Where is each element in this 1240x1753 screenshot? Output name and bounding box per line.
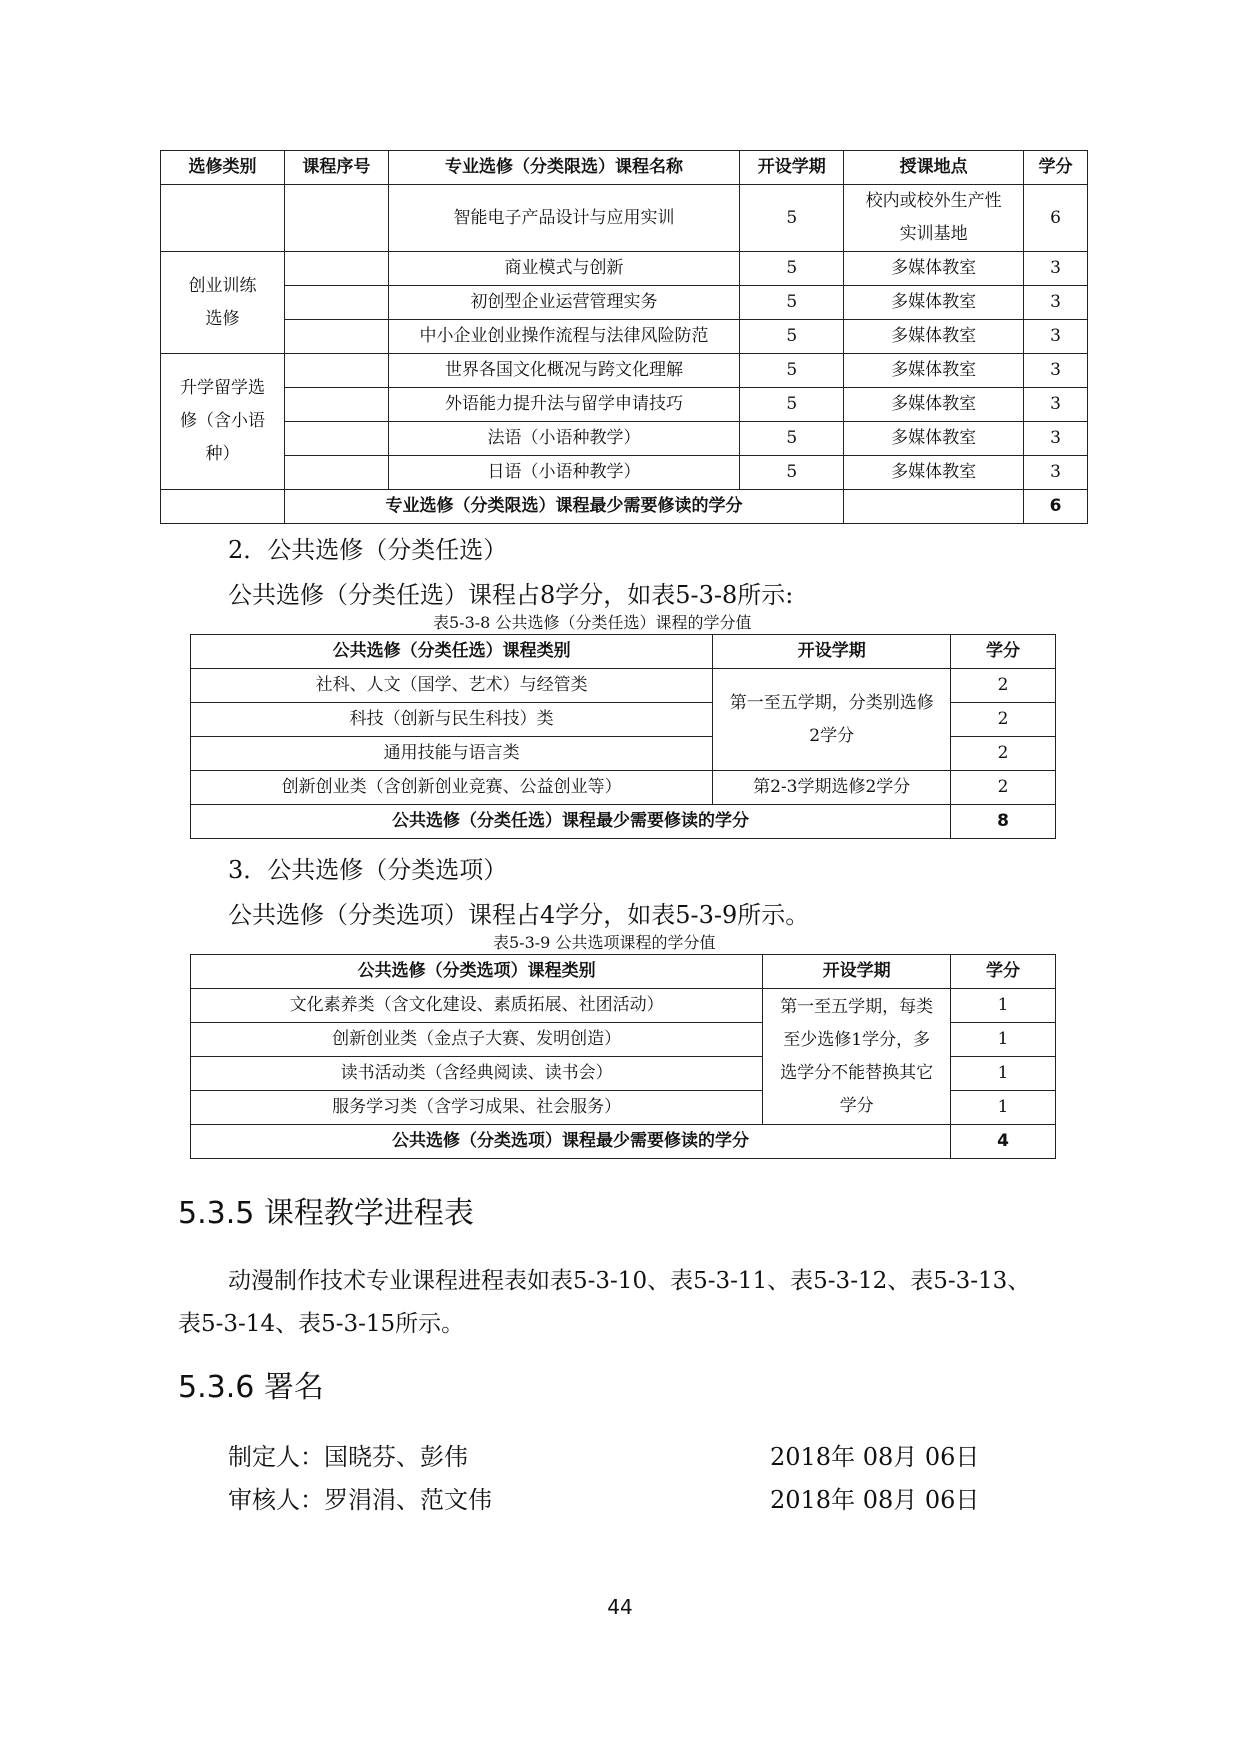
- course-no-cell: [284, 252, 388, 286]
- table-row: [161, 185, 1088, 252]
- table-total-row: [191, 805, 1056, 839]
- section-2-paragraph: 公共选修（分类任选）课程占8学分，如表5-3-8所示:: [228, 581, 794, 609]
- category-cell: 文化素养类（含文化建设、素质拓展、社团活动）: [191, 989, 763, 1023]
- table-header-row: [191, 635, 1056, 669]
- category-cell: 通用技能与语言类: [191, 737, 713, 771]
- table-3-caption: 表5-3-9 公共选项课程的学分值: [493, 933, 716, 952]
- table-row: [191, 989, 1056, 1023]
- course-name-cell: 世界各国文化概况与跨文化理解: [388, 354, 740, 388]
- credit-cell: 3: [1024, 252, 1088, 286]
- credit-cell: 3: [1024, 320, 1088, 354]
- section-3-paragraph: 公共选修（分类选项）课程占4学分，如表5-3-9所示。: [228, 901, 810, 929]
- section-5-3-5-paragraph-line-2: 表5-3-14、表5-3-15所示。: [178, 1311, 465, 1337]
- table-row: [191, 771, 1056, 805]
- category-cell: 读书活动类（含经典阅读、读书会）: [191, 1057, 763, 1091]
- credit-cell: 3: [1024, 456, 1088, 490]
- table-row: [161, 286, 1088, 320]
- place-cell: 多媒体教室: [844, 252, 1024, 286]
- term-cell: 第一至五学期，每类至少选修1学分，多选学分不能替换其它学分: [763, 989, 951, 1125]
- term-cell: 5: [740, 456, 844, 490]
- table-total-row: [191, 1125, 1056, 1159]
- course-name-cell: 外语能力提升法与留学申请技巧: [388, 388, 740, 422]
- category-cell: [161, 185, 285, 252]
- category-cell: 升学留学选修（含小语种）: [161, 354, 285, 490]
- category-cell: 创业训练选修: [161, 252, 285, 354]
- credit-cell: 3: [1024, 422, 1088, 456]
- place-cell: 多媒体教室: [844, 456, 1024, 490]
- table-row: [161, 354, 1088, 388]
- term-cell: 5: [740, 354, 844, 388]
- table-public-electives-optional: [190, 634, 1056, 839]
- term-cell: 5: [740, 320, 844, 354]
- empty-cell: [844, 490, 1024, 524]
- category-cell: 服务学习类（含学习成果、社会服务）: [191, 1091, 763, 1125]
- total-label: 公共选修（分类任选）课程最少需要修读的学分: [191, 805, 951, 839]
- page-number: 44: [607, 1595, 633, 1619]
- table-header-row: [161, 151, 1088, 185]
- place-cell: 多媒体教室: [844, 354, 1024, 388]
- header-category: 公共选修（分类选项）课程类别: [191, 955, 763, 989]
- term-cell: 5: [740, 422, 844, 456]
- credit-cell: 2: [951, 737, 1056, 771]
- table-2-caption: 表5-3-8 公共选修（分类任选）课程的学分值: [433, 613, 752, 632]
- section-heading-5-3-5: 5.3.5 课程教学进程表: [178, 1196, 474, 1231]
- credit-cell: 1: [951, 1091, 1056, 1125]
- term-cell: 5: [740, 252, 844, 286]
- header-course-no: 课程序号: [284, 151, 388, 185]
- place-cell: 多媒体教室: [844, 422, 1024, 456]
- credit-cell: 6: [1024, 185, 1088, 252]
- course-no-cell: [284, 422, 388, 456]
- credit-cell: 1: [951, 1023, 1056, 1057]
- place-cell: 多媒体教室: [844, 286, 1024, 320]
- table-header-row: [191, 955, 1056, 989]
- total-value: 8: [951, 805, 1056, 839]
- term-cell: 5: [740, 185, 844, 252]
- place-cell: 校内或校外生产性实训基地: [844, 185, 1024, 252]
- term-cell: 第2-3学期选修2学分: [713, 771, 951, 805]
- table-public-electives-selective: [190, 954, 1056, 1159]
- place-cell: 多媒体教室: [844, 388, 1024, 422]
- course-no-cell: [284, 354, 388, 388]
- course-no-cell: [284, 320, 388, 354]
- header-term: 开设学期: [713, 635, 951, 669]
- maker-date: 2018年 08月 06日: [770, 1443, 980, 1471]
- header-term: 开设学期: [740, 151, 844, 185]
- course-name-cell: 初创型企业运营管理实务: [388, 286, 740, 320]
- credit-cell: 2: [951, 703, 1056, 737]
- total-value: 6: [1024, 490, 1088, 524]
- category-cell: 创新创业类（金点子大赛、发明创造）: [191, 1023, 763, 1057]
- table-specialty-electives: [160, 150, 1088, 524]
- credit-cell: 1: [951, 1057, 1056, 1091]
- credit-cell: 2: [951, 669, 1056, 703]
- table-row: [191, 669, 1056, 703]
- section-2-title: 2．公共选修（分类任选）: [228, 536, 508, 564]
- table-row: [161, 456, 1088, 490]
- course-name-cell: 智能电子产品设计与应用实训: [388, 185, 740, 252]
- table-total-row: [161, 490, 1088, 524]
- reviewer-date: 2018年 08月 06日: [770, 1486, 980, 1514]
- credit-cell: 2: [951, 771, 1056, 805]
- course-name-cell: 中小企业创业操作流程与法律风险防范: [388, 320, 740, 354]
- header-category: 公共选修（分类任选）课程类别: [191, 635, 713, 669]
- term-cell: 第一至五学期，分类别选修2学分: [713, 669, 951, 771]
- course-no-cell: [284, 185, 388, 252]
- section-heading-5-3-6: 5.3.6 署名: [178, 1370, 324, 1405]
- header-course-name: 专业选修（分类限选）课程名称: [388, 151, 740, 185]
- table-row: [161, 388, 1088, 422]
- header-credit: 学分: [951, 635, 1056, 669]
- course-name-cell: 商业模式与创新: [388, 252, 740, 286]
- total-label: 专业选修（分类限选）课程最少需要修读的学分: [284, 490, 843, 524]
- table-row: [161, 320, 1088, 354]
- category-cell: 社科、人文（国学、艺术）与经管类: [191, 669, 713, 703]
- header-credit: 学分: [951, 955, 1056, 989]
- course-no-cell: [284, 456, 388, 490]
- course-name-cell: 法语（小语种教学）: [388, 422, 740, 456]
- section-3-title: 3．公共选修（分类选项）: [228, 856, 508, 884]
- header-place: 授课地点: [844, 151, 1024, 185]
- credit-cell: 3: [1024, 286, 1088, 320]
- total-label: 公共选修（分类选项）课程最少需要修读的学分: [191, 1125, 951, 1159]
- section-5-3-5-paragraph-line-1: 动漫制作技术专业课程进程表如表5-3-10、表5-3-11、表5-3-12、表5-3-13、: [228, 1268, 1031, 1294]
- credit-cell: 3: [1024, 354, 1088, 388]
- category-cell: 创新创业类（含创新创业竞赛、公益创业等）: [191, 771, 713, 805]
- term-cell: 5: [740, 286, 844, 320]
- table-row: [161, 252, 1088, 286]
- course-no-cell: [284, 286, 388, 320]
- credit-cell: 1: [951, 989, 1056, 1023]
- place-cell: 多媒体教室: [844, 320, 1024, 354]
- header-term: 开设学期: [763, 955, 951, 989]
- course-name-cell: 日语（小语种教学）: [388, 456, 740, 490]
- total-value: 4: [951, 1125, 1056, 1159]
- header-credit: 学分: [1024, 151, 1088, 185]
- table-row: [161, 422, 1088, 456]
- term-cell: 5: [740, 388, 844, 422]
- empty-cell: [161, 490, 285, 524]
- credit-cell: 3: [1024, 388, 1088, 422]
- header-category: 选修类别: [161, 151, 285, 185]
- course-no-cell: [284, 388, 388, 422]
- category-cell: 科技（创新与民生科技）类: [191, 703, 713, 737]
- maker-label: 制定人：国晓芬、彭伟: [228, 1443, 468, 1471]
- reviewer-label: 审核人：罗涓涓、范文伟: [228, 1486, 492, 1514]
